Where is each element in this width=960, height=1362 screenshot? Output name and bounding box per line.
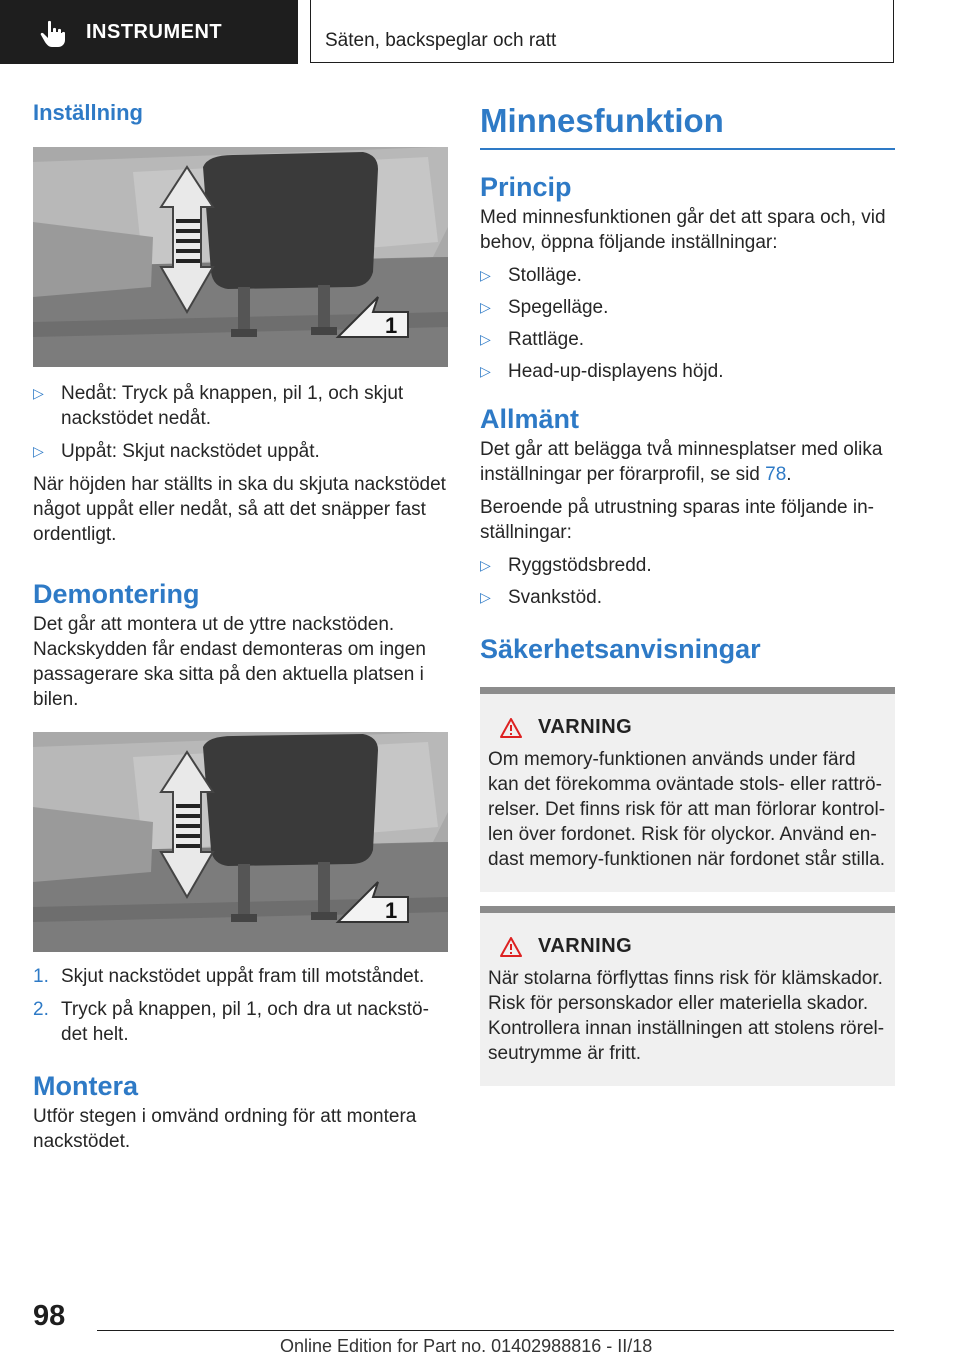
heading-sakerhetsanvisningar: Säkerhetsanvisningar (480, 634, 761, 664)
footer-rule (97, 1330, 894, 1331)
section-tab[interactable] (0, 0, 298, 64)
list-item (480, 585, 895, 610)
beroende-paragraph: Beroende på utrustning sparas inte följande inställningar: (480, 497, 874, 543)
demontering-paragraph: Det går att montera ut de yttre nackstöden. Nackskydden får endast demonteras om ingen passagerare ska sitta på den aktuella platsen i bilen. (33, 614, 426, 710)
triangle-bullet-icon: ▷ (480, 589, 491, 605)
headrest-figure-adjust (33, 147, 448, 367)
step-text: Skjut nackstödet uppåt fram till motståndet. (61, 966, 425, 987)
warning-text: När stolarna förflyttas finns risk för klämskador. Risk för personskador eller materiella skador. Kontrollera innan inställningen att stolens rörelseutrymme är fritt. (488, 968, 885, 1064)
list-item (480, 263, 895, 288)
allmant-paragraph (480, 437, 895, 487)
step-text: Tryck på knappen, pil 1, och dra ut nackstödet helt. (61, 999, 429, 1045)
warning-box (480, 687, 895, 892)
list-item-text: Ryggstödsbredd. (508, 555, 652, 576)
triangle-bullet-icon: ▷ (480, 267, 491, 283)
steps-list (33, 964, 448, 1047)
allmant-text: Det går att belägga två minnesplatser med olika inställningar per förarprofil, se sid (480, 439, 883, 485)
heading-montera: Montera (33, 1071, 139, 1101)
beroende-list (480, 553, 895, 610)
page-number: 98 (33, 1300, 66, 1332)
right-column (480, 100, 895, 1086)
list-item-text: Svankstöd. (508, 587, 602, 608)
list-item-text: Rattläge. (508, 329, 585, 350)
list-item (480, 359, 895, 384)
list-item-text: Stolläge. (508, 265, 582, 286)
list-item (33, 381, 448, 431)
warning-header (500, 716, 887, 739)
chapter-header (310, 0, 894, 63)
headrest-illustration (33, 732, 448, 952)
list-item (480, 553, 895, 578)
list-item-text: Head-up-displayens höjd. (508, 361, 724, 382)
warning-title: VARNING (538, 716, 633, 738)
allmant-text-end: . (786, 464, 792, 485)
step-number: 2. (33, 999, 49, 1020)
installning-paragraph: När höjden har ställts in ska du skjuta nackstödet något uppåt eller nedåt, så att det snäpper fast ordentligt. (33, 474, 446, 545)
step-number: 1. (33, 966, 49, 987)
heading-demontering: Demontering (33, 579, 200, 609)
section-tab-label: INSTRUMENT (86, 21, 223, 43)
list-item (33, 964, 448, 989)
warning-header (500, 935, 887, 958)
triangle-bullet-icon: ▷ (480, 557, 491, 573)
princip-list (480, 263, 895, 384)
triangle-bullet-icon: ▷ (480, 331, 491, 347)
list-item-text: Spegelläge. (508, 297, 609, 318)
list-item (480, 295, 895, 320)
triangle-bullet-icon: ▷ (33, 385, 44, 401)
heading-allmant: Allmänt (480, 404, 580, 434)
installning-list (33, 381, 448, 464)
triangle-bullet-icon: ▷ (480, 299, 491, 315)
heading-installning: Inställning (33, 100, 143, 125)
triangle-bullet-icon: ▷ (33, 443, 44, 459)
triangle-bullet-icon: ▷ (480, 363, 491, 379)
list-item (33, 997, 448, 1047)
montera-paragraph: Utför stegen i omvänd ordning för att montera nackstödet. (33, 1106, 417, 1152)
headrest-illustration (33, 147, 448, 367)
warning-title: VARNING (538, 935, 633, 957)
list-item-text: Uppåt: Skjut nackstödet uppåt. (61, 441, 320, 462)
headrest-figure-remove (33, 732, 448, 952)
left-column (33, 100, 448, 1154)
warning-text: Om memory-funktionen används under färd kan det förekomma oväntade stols- eller rattrörelser. Det finns risk för att man förlorar kontrollen över fordonet. Risk för olyckor. Använd endast memory-funktionen när fordonet står stilla. (488, 749, 886, 870)
princip-paragraph: Med minnesfunktionen går det att spara och, vid behov, öppna följande inställningar: (480, 207, 886, 253)
heading-rule (480, 148, 895, 150)
list-item (33, 439, 448, 464)
edition-text: Online Edition for Part no. 01402988816 - II/18 (280, 1336, 653, 1356)
heading-princip: Princip (480, 172, 572, 202)
chapter-title: Säten, backspeglar och ratt (325, 30, 557, 51)
list-item-text: Nedåt: Tryck på knappen, pil 1, och skjut nackstödet nedåt. (61, 383, 404, 429)
warning-triangle-icon (500, 718, 522, 738)
figure-label-1: 1 (385, 898, 398, 923)
warning-box (480, 906, 895, 1086)
list-item (480, 327, 895, 352)
page-reference-link[interactable]: 78 (765, 464, 787, 485)
heading-minnesfunktion: Minnesfunktion (480, 102, 724, 139)
figure-label-1: 1 (385, 313, 398, 338)
warning-triangle-icon (500, 937, 522, 957)
hand-pointer-icon (40, 20, 66, 48)
